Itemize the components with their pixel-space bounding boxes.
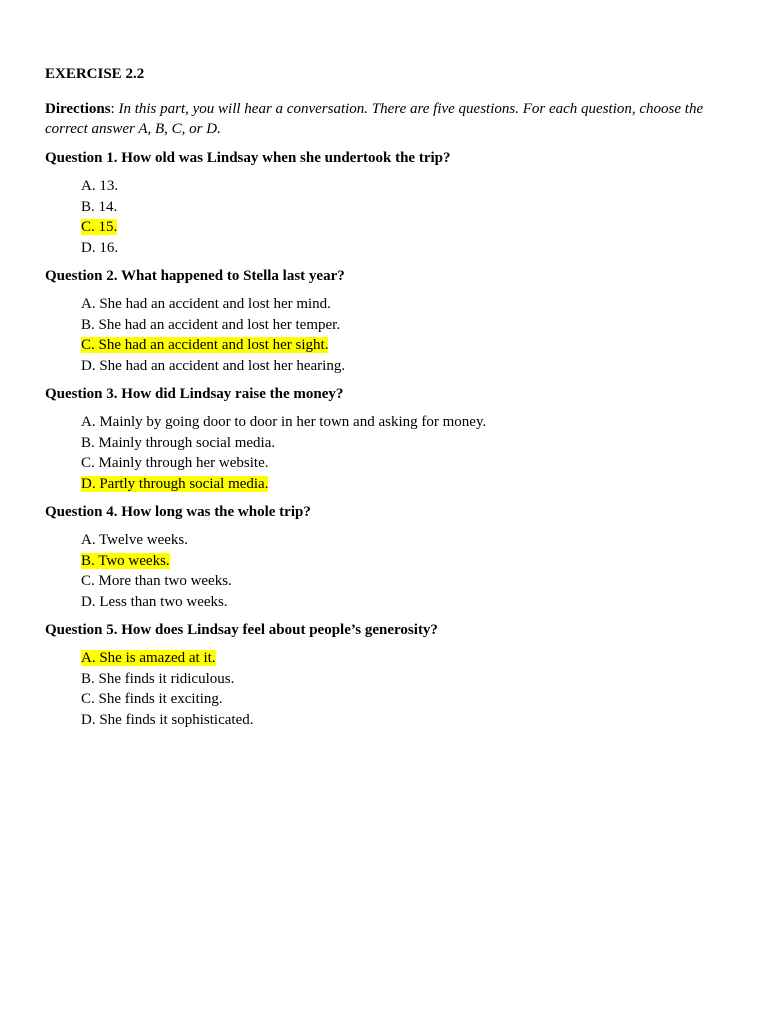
option [81, 217, 118, 238]
option [81, 648, 254, 669]
option-text: B. 14. [81, 198, 118, 215]
question-1-prompt: Question 1. How old was Lindsay when she undertook the trip? [45, 150, 451, 166]
question-2-options [81, 294, 345, 376]
option [81, 551, 232, 572]
option [81, 356, 345, 377]
option [81, 197, 118, 218]
option [81, 176, 118, 197]
option-text: B. She had an accident and lost her temper. [81, 316, 341, 333]
option [81, 530, 232, 551]
option-text: D. 16. [81, 239, 119, 256]
directions-label: Directions [45, 101, 111, 117]
question-5-prompt: Question 5. How does Lindsay feel about people’s generosity? [45, 622, 438, 638]
highlighted-answer: A. She is amazed at it. [81, 650, 216, 666]
question-3-prompt: Question 3. How did Lindsay raise the money? [45, 386, 344, 402]
question-5-options [81, 648, 254, 730]
option-text: B. She finds it ridiculous. [81, 670, 235, 687]
question-1-options [81, 176, 118, 258]
option [81, 453, 486, 474]
option-text: D. She finds it sophisticated. [81, 711, 254, 728]
option [81, 335, 345, 356]
option-text: D. Less than two weeks. [81, 593, 228, 610]
question-4-options [81, 530, 232, 612]
option-text: C. Mainly through her website. [81, 455, 269, 471]
option-text: C. More than two weeks. [81, 573, 232, 589]
option [81, 294, 345, 315]
option-text: A. 13. [81, 178, 119, 194]
option [81, 474, 486, 495]
question-3-options [81, 412, 486, 494]
highlighted-answer: D. Partly through social media. [81, 475, 269, 492]
option [81, 315, 345, 336]
highlighted-answer: B. Two weeks. [81, 552, 170, 569]
option-text: C. She finds it exciting. [81, 691, 223, 707]
directions-separator: : [110, 101, 119, 117]
option-text: B. Mainly through social media. [81, 434, 276, 451]
option [81, 571, 232, 592]
option [81, 238, 118, 259]
option [81, 433, 486, 454]
directions-text: In this part, you will hear a conversation. There are five questions. For each question, choose the correct answer A, B, C, or D. [45, 101, 704, 137]
option [81, 592, 232, 613]
option-text: A. Mainly by going door to door in her town and asking for money. [81, 414, 487, 430]
option [81, 689, 254, 710]
option-text: D. She had an accident and lost her hearing. [81, 357, 346, 374]
question-4-prompt: Question 4. How long was the whole trip? [45, 504, 311, 520]
option-text: A. Twelve weeks. [81, 532, 188, 548]
exercise-title: EXERCISE 2.2 [45, 66, 145, 82]
option [81, 710, 254, 731]
option [81, 412, 486, 433]
highlighted-answer: C. 15. [81, 219, 118, 235]
directions [45, 99, 735, 139]
highlighted-answer: C. She had an accident and lost her sight. [81, 337, 329, 353]
question-2-prompt: Question 2. What happened to Stella last year? [45, 268, 345, 284]
option-text: A. She had an accident and lost her mind. [81, 296, 331, 312]
option [81, 669, 254, 690]
